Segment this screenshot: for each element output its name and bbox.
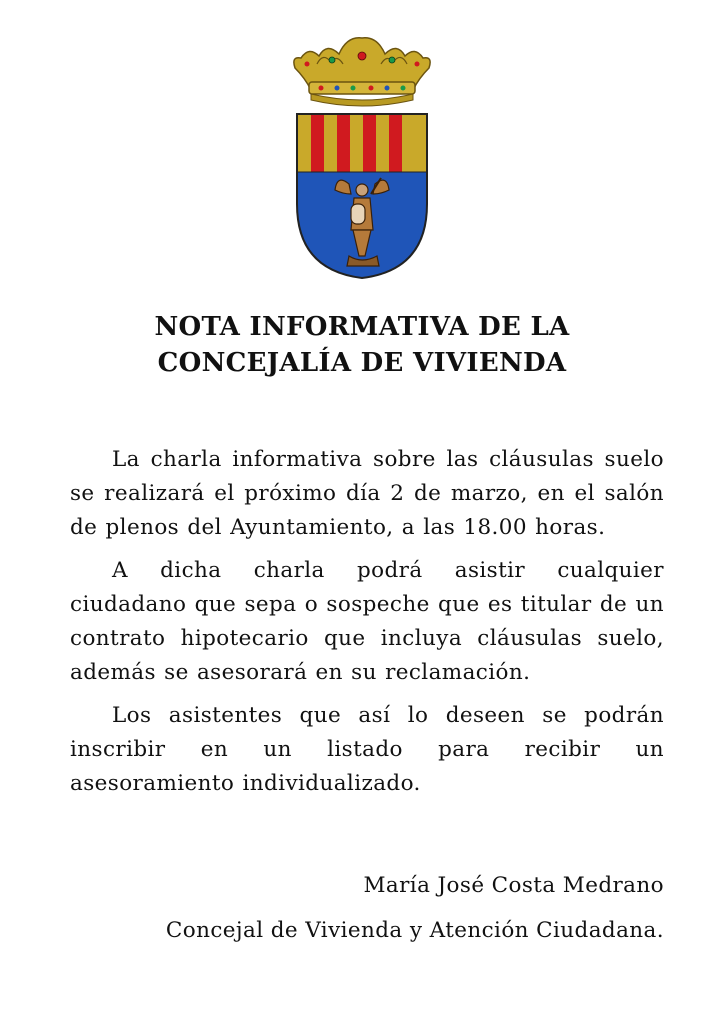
signatory-role: Concejal de Vivienda y Atención Ciudadana. <box>165 918 664 943</box>
title-line-1: NOTA INFORMATIVA DE LA <box>154 312 570 342</box>
paragraph: Los asistentes que así lo deseen se podrán inscribir en un listado para recibir un asesoramiento individualizado. <box>70 703 664 796</box>
shield-icon <box>297 114 427 280</box>
crown-icon <box>294 38 430 106</box>
title-line-2: CONCEJALÍA DE VIVIENDA <box>157 348 567 378</box>
document-title <box>40 309 684 381</box>
signatory-name: María José Costa Medrano <box>363 873 664 898</box>
paragraph: La charla informativa sobre las cláusulas suelo se realizará el próximo día 2 de marzo, en el salón de plenos del Ayuntamiento, a las 18.00 horas. <box>70 447 664 540</box>
signature-block <box>150 870 664 946</box>
document-body <box>70 443 664 810</box>
coat-of-arms-icon <box>287 34 437 280</box>
paragraph: A dicha charla podrá asistir cualquier ciudadano que sepa o sospeche que es titular de un contrato hipotecario que incluya cláusulas suelo, además se asesorará en su reclamación. <box>70 558 664 685</box>
